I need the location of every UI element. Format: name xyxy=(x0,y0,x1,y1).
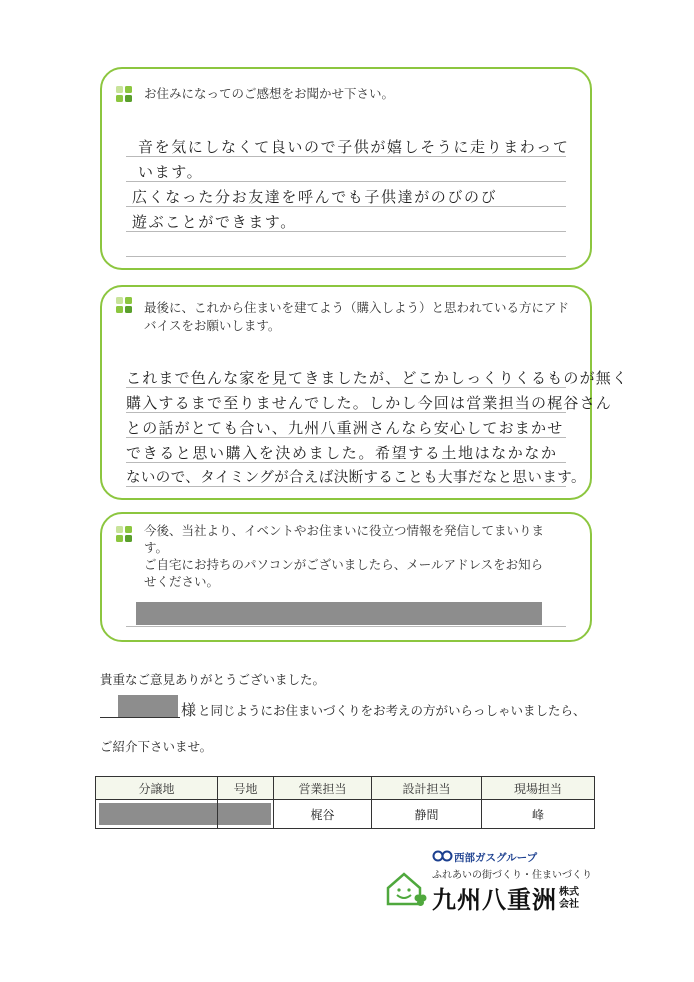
header-sales-staff: 営業担当 xyxy=(274,777,372,800)
referral-line xyxy=(100,695,600,721)
question-bullet-icon xyxy=(116,86,134,104)
handwritten-answer-line: との話がとても合い、九州八重洲さんなら安心しておまかせ xyxy=(126,419,564,437)
sama-text: 様 xyxy=(181,701,197,719)
answer-rule xyxy=(126,256,566,257)
handwritten-answer-line: 購入するまで至りませんでした。しかし今回は営業担当の梶谷さん xyxy=(126,394,613,412)
redacted-subdivision xyxy=(99,803,217,825)
info-text-line3: ご自宅にお持ちのパソコンがございましたら、メールアドレスをお知ら xyxy=(144,557,544,572)
table-header-row xyxy=(96,777,595,800)
group-mark-icon xyxy=(432,850,454,862)
company-suffix-bottom: 会社 xyxy=(559,899,579,910)
info-text-line4: せください。 xyxy=(144,574,220,589)
handwritten-answer-line: できると思い購入を決めました。希望する土地はなかなか xyxy=(126,444,558,462)
cell-lot-number xyxy=(218,800,274,829)
header-site-staff: 現場担当 xyxy=(482,777,595,800)
redacted-customer-name xyxy=(118,695,178,717)
redacted-lot-number xyxy=(218,803,271,825)
handwritten-answer-line: 音を気にしなくて良いので子供が嬉しそうに走りまわって xyxy=(138,138,570,156)
question-box-advice xyxy=(100,285,629,500)
redacted-email xyxy=(136,602,542,625)
handwritten-answer-line: これまで色んな家を見てきましたが、どこかしっくりくるものが無く xyxy=(126,369,629,387)
thanks-text: 貴重なご意見ありがとうございました。 xyxy=(100,672,326,687)
group-name: 西部ガスグループ xyxy=(454,852,538,864)
question-text-line2: バイスをお願いします。 xyxy=(144,318,281,333)
cell-design-staff: 静間 xyxy=(372,800,482,829)
cell-subdivision xyxy=(96,800,218,829)
tagline: ふれあいの街づくり・住まいづくり xyxy=(432,870,592,881)
introduce-text: ご紹介下さいませ。 xyxy=(100,739,213,754)
company-name: 九州八重洲 xyxy=(432,886,557,914)
table-row xyxy=(96,800,595,829)
header-subdivision: 分譲地 xyxy=(96,777,218,800)
answer-rule xyxy=(126,626,566,627)
question-text-line1: 最後に、これから住まいを建てよう（購入しよう）と思われている方にアド xyxy=(144,300,570,315)
name-underline xyxy=(100,717,180,718)
question-box-impressions xyxy=(100,67,592,270)
handwritten-answer-line: 広くなった分お友達を呼んでも子供達がのびのび xyxy=(132,188,498,206)
company-suffix-top: 株式 xyxy=(559,887,579,898)
handwritten-answer-line: ないので、タイミングが合えば決断することも大事だなと思います。 xyxy=(126,470,586,486)
cell-sales-staff: 梶谷 xyxy=(274,800,372,829)
handwritten-answer-line: います。 xyxy=(138,163,204,181)
referral-text: と同じようにお住まいづくりをお考えの方がいらっしゃいましたら、 xyxy=(198,703,586,718)
header-lot-number: 号地 xyxy=(218,777,274,800)
question-bullet-icon xyxy=(116,526,134,544)
info-box-email xyxy=(100,512,592,642)
question-text: お住みになってのご感想をお聞かせ下さい。 xyxy=(144,86,395,101)
house-clover-icon xyxy=(384,868,428,908)
company-logo xyxy=(384,850,614,914)
info-text-line1: 今後、当社より、イベントやお住まいに役立つ情報を発信してまいりま xyxy=(144,523,545,538)
header-design-staff: 設計担当 xyxy=(372,777,482,800)
question-bullet-icon xyxy=(116,297,134,315)
staff-table xyxy=(95,776,595,829)
handwritten-answer-line: 遊ぶことができます。 xyxy=(132,213,297,231)
cell-site-staff: 峰 xyxy=(482,800,595,829)
info-text-line2: す。 xyxy=(144,540,169,555)
